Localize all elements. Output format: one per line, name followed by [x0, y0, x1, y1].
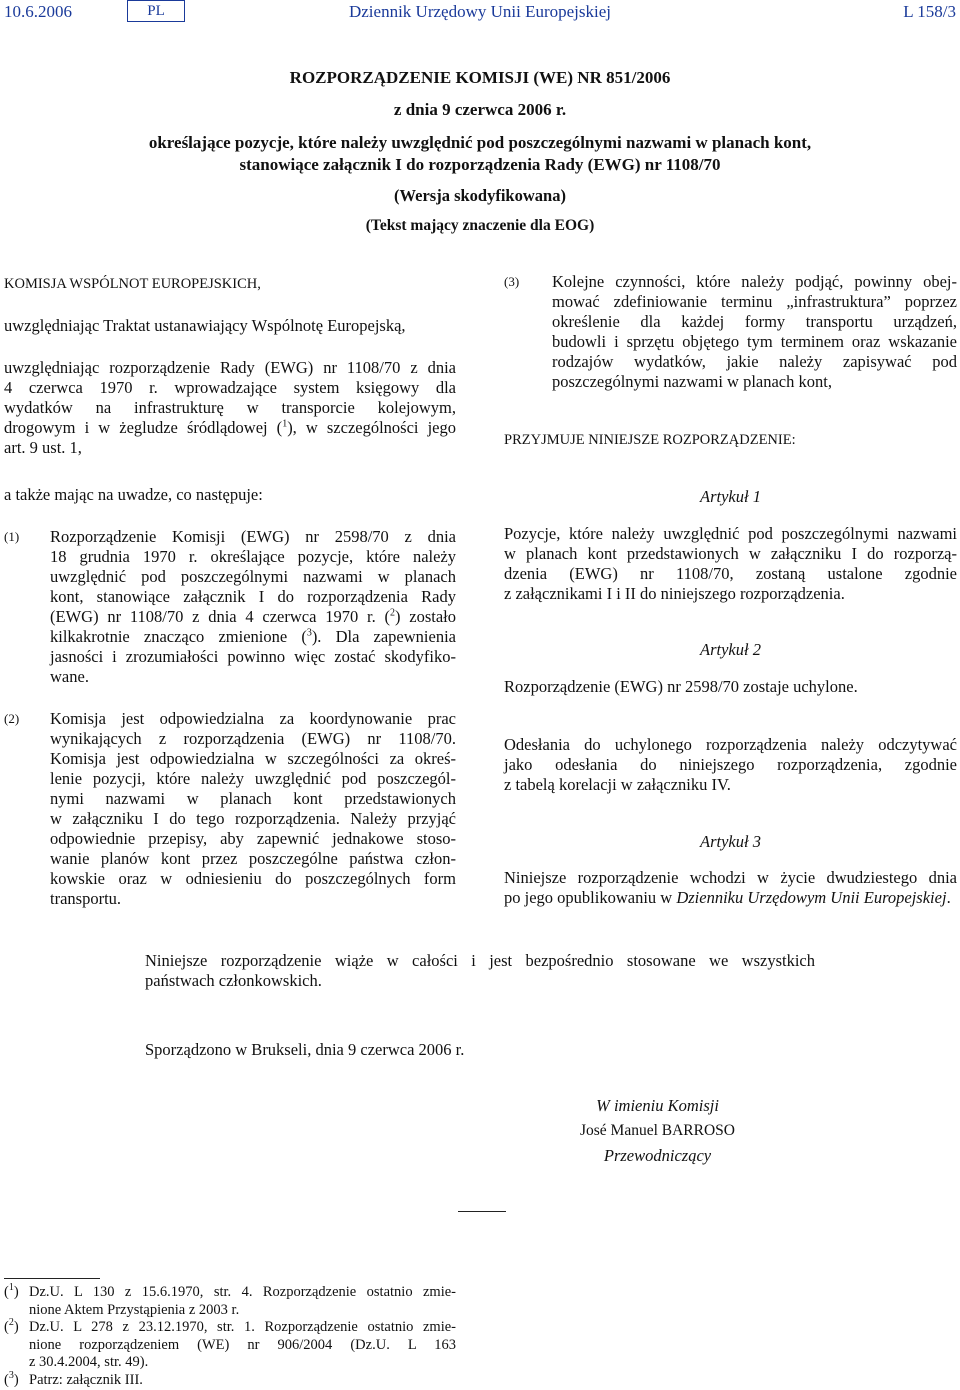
recital-2	[4, 709, 456, 909]
recital-text: ). Dla zapewnienia	[311, 627, 456, 646]
footnote-marker: ($^3$)	[4, 1369, 19, 1388]
recital-line: budowli i sprzętu objętego tym terminem oraz wskazanie	[552, 332, 957, 351]
recital-1	[4, 527, 456, 697]
recital-line: określenie dla każdej formy transportu urządzeń,	[552, 312, 957, 331]
article-text: po jego opublikowaniu w	[504, 888, 677, 907]
recital-line: Komisja jest odpowiedzialna za koordynowanie prac	[50, 709, 456, 728]
article-line: z załącznikami I i II do niniejszego rozporządzenia.	[504, 584, 845, 603]
article-2-paragraph-2	[504, 735, 957, 795]
recital-line: w załączniku I do tego rozporządzenia. Należy przyjąć	[50, 809, 456, 828]
footnote-number: 2	[8, 1317, 14, 1329]
header-date: 10.6.2006	[4, 2, 72, 21]
article-1-body	[504, 524, 957, 604]
regulation-subject-line2: stanowiące załącznik I do rozporządzenia Rady (EWG) nr 1108/70	[239, 155, 721, 174]
footnote-marker: ($^2$)	[4, 1317, 19, 1335]
place-and-date: Sporządzono w Brukseli, dnia 9 czerwca 2006 r.	[145, 1040, 465, 1059]
journal-name: Dzienniku Urzędowym Unii Europejskiej	[676, 888, 947, 907]
recital-line: Kolejne czynności, które należy podjąć, powinny obej-	[552, 272, 957, 291]
citation-line	[4, 418, 456, 438]
end-rule	[458, 1211, 506, 1212]
footnote-line: nione Aktem Przystąpienia z 2003 r.	[29, 1301, 240, 1318]
citation-regulation	[4, 358, 456, 458]
binding-line: Niniejsze rozporządzenie wiąże w całości i jest bezpośrednio stosowane we wszystkich	[145, 951, 815, 970]
footnote-number: 1	[8, 1282, 14, 1294]
header-page-number: L 158/3	[903, 2, 956, 21]
article-line: jako odesłania do niniejszego rozporządzenia, zgodnie	[504, 755, 957, 774]
article-line: dzenia (EWG) nr 1108/70, zostaną ustalone zgodnie	[504, 564, 957, 583]
whereas-intro: a także mając na uwadze, co następuje:	[4, 485, 263, 504]
footnote-number: 3	[8, 1369, 14, 1381]
recital-text: ) zostało	[394, 607, 456, 626]
footnote-line: Patrz: załącznik III.	[29, 1371, 143, 1388]
recital-text: kilkakrotnie znacząco zmienione (	[50, 627, 307, 646]
footnote-separator	[4, 1278, 100, 1279]
article-3-heading: Artykuł 3	[700, 832, 761, 851]
article-line: z tabelą korelacji w załączniku IV.	[504, 775, 731, 794]
regulation-subject-line1: określające pozycje, które należy uwzględnić pod poszczególnymi nazwami w planach kont,	[148, 133, 812, 152]
article-line: w planach kont przedstawionych w załączniku I do rozporzą-	[504, 544, 957, 563]
citation-line: wydatków na infrastrukturę w transporcie kolejowym,	[4, 398, 456, 417]
recital-line: 18 grudnia 1970 r. określające pozycje, które należy	[50, 547, 456, 566]
recital-3	[504, 272, 957, 397]
journal-title: Dziennik Urzędowy Unii Europejskiej	[348, 2, 611, 21]
footnote-line: Dz.U. L 130 z 15.6.1970, str. 4. Rozporządzenie ostatnio zmie-	[29, 1284, 456, 1300]
recital-line: kont, stanowiące załącznik I do rozporządzenia Rady	[50, 587, 456, 606]
footnote-2	[4, 1319, 456, 1372]
recital-line: nymi nazwami w planach kont przedstawionych	[50, 789, 456, 808]
article-line	[504, 888, 957, 908]
footnote-1	[4, 1284, 456, 1319]
recital-line: mować zdefiniowanie terminu „infrastruktura” poprzez	[552, 292, 957, 311]
citation-line: 4 czerwca 1970 r. wprowadzające system księgowy dla	[4, 378, 456, 397]
citation-treaty: uwzględniając Traktat ustanawiający Wspólnotę Europejską,	[4, 316, 406, 335]
recital-number: (1)	[4, 529, 20, 544]
recital-line: lenie pozycji, które należy uwzględnić pod poszczegól-	[50, 769, 456, 788]
binding-clause	[145, 951, 815, 991]
citation-line: uwzględniając rozporządzenie Rady (EWG) nr 1108/70 z dnia	[4, 358, 456, 377]
recital-line: kowskie oraz w odniesieniu do poszczególnych form	[50, 869, 456, 888]
article-1-heading: Artykuł 1	[700, 487, 761, 506]
recital-text: (EWG) nr 1108/70 z dnia 4 czerwca 1970 r. (	[50, 607, 390, 626]
recital-line: transportu.	[50, 889, 122, 908]
footnote-ref[interactable]: 1	[282, 418, 288, 430]
regulation-date: z dnia 9 czerwca 2006 r.	[393, 100, 567, 119]
regulation-title: ROZPORZĄDZENIE KOMISJI (WE) NR 851/2006	[289, 68, 671, 87]
recital-line: uwzględnić pod poszczególnymi nazwami w planach	[50, 567, 456, 586]
footnote-ref[interactable]: 2	[389, 607, 395, 619]
recital-line: wynikających z rozporządzenia (EWG) nr 1108/70.	[50, 729, 456, 748]
on-behalf-of: W imieniu Komisji	[596, 1096, 719, 1115]
article-line: Pozycje, które należy uwzględnić pod poszczególnymi nazwami	[504, 524, 957, 543]
recital-line: Komisja jest odpowiedzialna w szczególności za okreś-	[50, 749, 456, 768]
recital-line: poszczególnymi nazwami w planach kont,	[552, 372, 832, 391]
recital-line: wane.	[50, 667, 89, 686]
signatory-name: José Manuel BARROSO	[579, 1122, 735, 1139]
recital-line: Rozporządzenie Komisji (EWG) nr 2598/70 z dnia	[50, 527, 456, 546]
language-badge: PL	[127, 0, 185, 22]
recital-line: jasności i zrozumiałości powinno więc zostać skodyfiko-	[50, 647, 456, 666]
commission-heading: KOMISJA WSPÓLNOT EUROPEJSKICH,	[4, 276, 261, 292]
citation-text: drogowym i w żegludze śródlądowej (	[4, 418, 283, 437]
footnotes	[4, 1284, 456, 1389]
recital-line: wanie planów kont przez poszczególne państwa człon-	[50, 849, 456, 868]
signatory-role: Przewodniczący	[603, 1146, 712, 1165]
article-text: .	[946, 888, 951, 907]
citation-text: ), w szczególności jego	[287, 418, 457, 437]
footnote-marker: ($^1$)	[4, 1282, 19, 1300]
article-2-heading: Artykuł 2	[700, 640, 761, 659]
recital-line: odpowiednie przepisy, aby zapewnić jednakowe stoso-	[50, 829, 456, 848]
adoption-formula: PRZYJMUJE NINIEJSZE ROZPORZĄDZENIE:	[504, 432, 796, 448]
recital-line: rodzajów wydatków, jakie należy zapisywać pod	[552, 352, 957, 371]
footnote-line: nione rozporządzeniem (WE) nr 906/2004 (Dz.U. L 163	[29, 1336, 456, 1353]
recital-line	[50, 627, 456, 647]
footnote-3	[4, 1369, 456, 1390]
footnote-ref[interactable]: 3	[306, 627, 312, 639]
article-line: Odesłania do uchylonego rozporządzenia należy odczytywać	[504, 735, 957, 754]
binding-line: państwach członkowskich.	[145, 971, 322, 990]
article-3-body	[504, 868, 957, 908]
article-2-paragraph-1: Rozporządzenie (EWG) nr 2598/70 zostaje uchylone.	[504, 677, 858, 696]
recital-number: (3)	[504, 274, 520, 289]
eea-relevance-note: (Tekst mający znaczenie dla EOG)	[365, 217, 595, 234]
footnote-line: z 30.4.2004, str. 49).	[29, 1354, 149, 1370]
recital-line	[50, 607, 456, 627]
footnote-line: Dz.U. L 278 z 23.12.1970, str. 1. Rozporządzenie ostatnio zmie-	[29, 1319, 456, 1335]
recital-number: (2)	[4, 711, 20, 726]
codified-version-note: (Wersja skodyfikowana)	[394, 186, 566, 205]
article-line: Niniejsze rozporządzenie wchodzi w życie dwudziestego dnia	[504, 868, 957, 887]
citation-line: art. 9 ust. 1,	[4, 438, 82, 457]
